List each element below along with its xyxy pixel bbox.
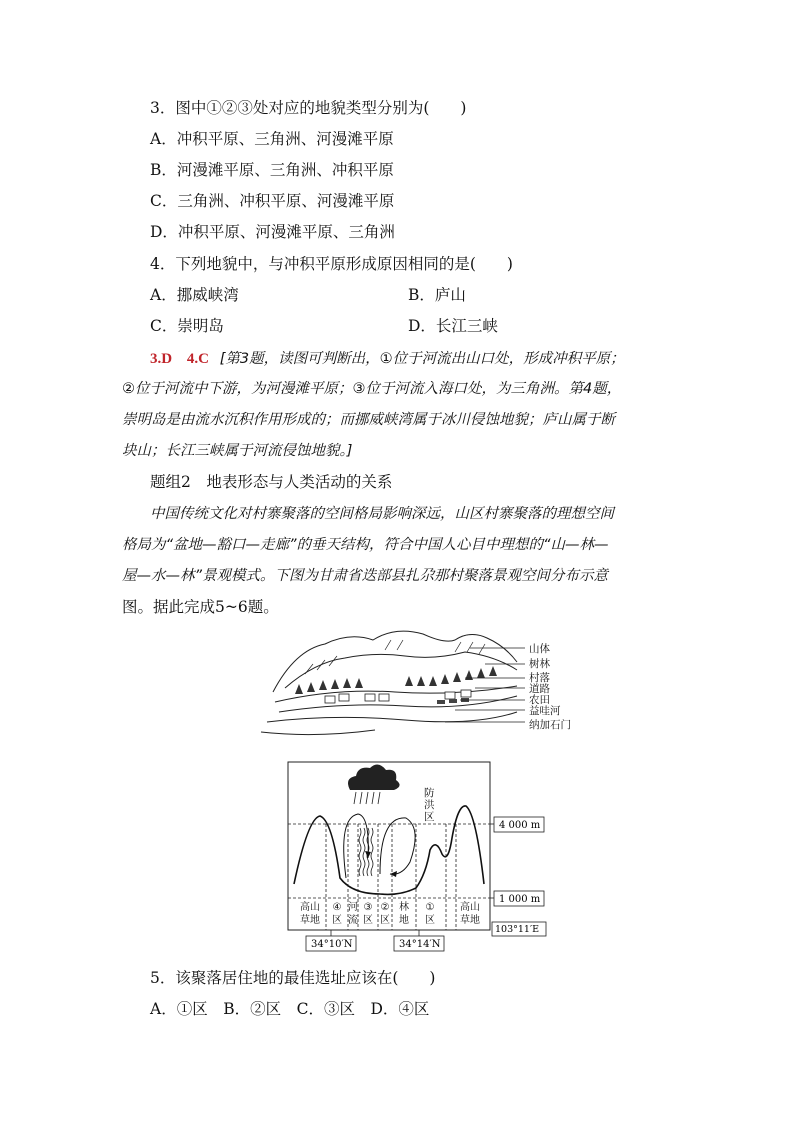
passage-line-2: 格局为“盆地—豁口—走廊”的垂天结构，符合中国人心目中理想的“山—林— <box>122 537 609 553</box>
explanation-text: [第3题，读图可判断出，①位于河流出山口处，形成冲积平原； <box>219 351 625 367</box>
flood-zone-char-2: 洪 <box>424 799 435 811</box>
label-forest: 树林 <box>529 658 550 670</box>
q4-stem: 4．下列地貌中，与冲积平原形成原因相同的是( ) <box>150 255 513 273</box>
q3-option-d: D．冲积平原、河漫滩平原、三角洲 <box>150 223 395 241</box>
q4-option-a: A．挪威峡湾 <box>150 286 239 304</box>
q4-option-b: B．庐山 <box>408 286 466 304</box>
group-title: 题组2 地表形态与人类活动的关系 <box>150 473 393 491</box>
valley-profile-diagram <box>280 758 550 958</box>
zone-2-1: ② <box>380 902 390 913</box>
zone-4-1: ④ <box>332 902 342 913</box>
latitude-left: 34°10′N <box>311 939 353 950</box>
zone-river-2: 流 <box>348 915 358 926</box>
latitude-right: 34°14′N <box>399 939 441 950</box>
longitude: 103°11′E <box>495 924 540 935</box>
q3-option-c: C．三角洲、冲积平原、河漫滩平原 <box>150 192 395 210</box>
zone-3-1: ③ <box>363 902 373 913</box>
zone-1-2: 区 <box>425 915 435 926</box>
zone-alpine-meadow-left-2: 草地 <box>300 915 320 926</box>
elevation-1000: 1 000 m <box>499 894 541 905</box>
zone-2-2: 区 <box>380 915 390 926</box>
zone-alpine-meadow-right-1: 高山 <box>460 902 480 913</box>
answer-line-1 <box>150 348 625 369</box>
zone-alpine-meadow-left-1: 高山 <box>300 902 320 913</box>
landscape-sketch <box>255 622 575 742</box>
q3-option-a: A．冲积平原、三角洲、河漫滩平原 <box>150 130 394 148</box>
passage-line-1: 中国传统文化对村寨聚落的空间格局影响深远，山区村寨聚落的理想空间 <box>150 506 614 522</box>
q3-option-b: B．河漫滩平原、三角洲、冲积平原 <box>150 161 394 179</box>
answer-key-3: 3.D <box>150 351 173 367</box>
label-river: 益哇河 <box>529 705 561 717</box>
flood-zone-char-3: 区 <box>424 811 435 823</box>
elevation-4000: 4 000 m <box>499 820 541 831</box>
cloud-icon <box>348 764 400 790</box>
zone-forest-1: 林 <box>399 902 409 913</box>
zone-forest-2: 地 <box>399 915 409 926</box>
label-mountain: 山体 <box>529 643 550 655</box>
answer-line-2: ②位于河流中下游，为河漫滩平原；③位于河流入海口处，为三角洲。第4题， <box>122 381 622 397</box>
flood-zone-char-1: 防 <box>424 787 435 799</box>
q5-stem: 5．该聚落居住地的最佳选址应该在( ) <box>150 969 436 987</box>
zone-alpine-meadow-right-2: 草地 <box>460 915 480 926</box>
q5-options: A．①区 B．②区 C．③区 D．④区 <box>150 1000 430 1018</box>
q4-option-c: C．崇明岛 <box>150 317 224 335</box>
q4-option-d: D．长江三峡 <box>408 317 498 335</box>
answer-key-4: 4.C <box>186 351 209 367</box>
label-road: 道路 <box>529 683 550 695</box>
answer-line-3: 崇明岛是由流水沉积作用形成的；而挪威峡湾属于冰川侵蚀地貌；庐山属于断 <box>122 412 615 428</box>
answer-line-4: 块山；长江三峡属于河流侵蚀地貌。] <box>122 443 353 459</box>
passage-line-4: 图。据此完成5~6题。 <box>122 598 279 616</box>
zone-4-2: 区 <box>332 915 342 926</box>
label-stone-gate: 纳加石门 <box>529 719 571 731</box>
passage-line-3: 屋—水—林”景观模式。下图为甘肃省迭部县扎尕那村聚落景观空间分布示意 <box>122 568 609 584</box>
q3-stem: 3．图中①②③处对应的地貌类型分别为( ) <box>150 99 467 117</box>
label-village: 村落 <box>529 672 550 684</box>
label-farmland: 农田 <box>529 694 550 706</box>
zone-1-1: ① <box>425 902 435 913</box>
zone-3-2: 区 <box>363 915 373 926</box>
zone-river-1: 河 <box>348 902 358 913</box>
